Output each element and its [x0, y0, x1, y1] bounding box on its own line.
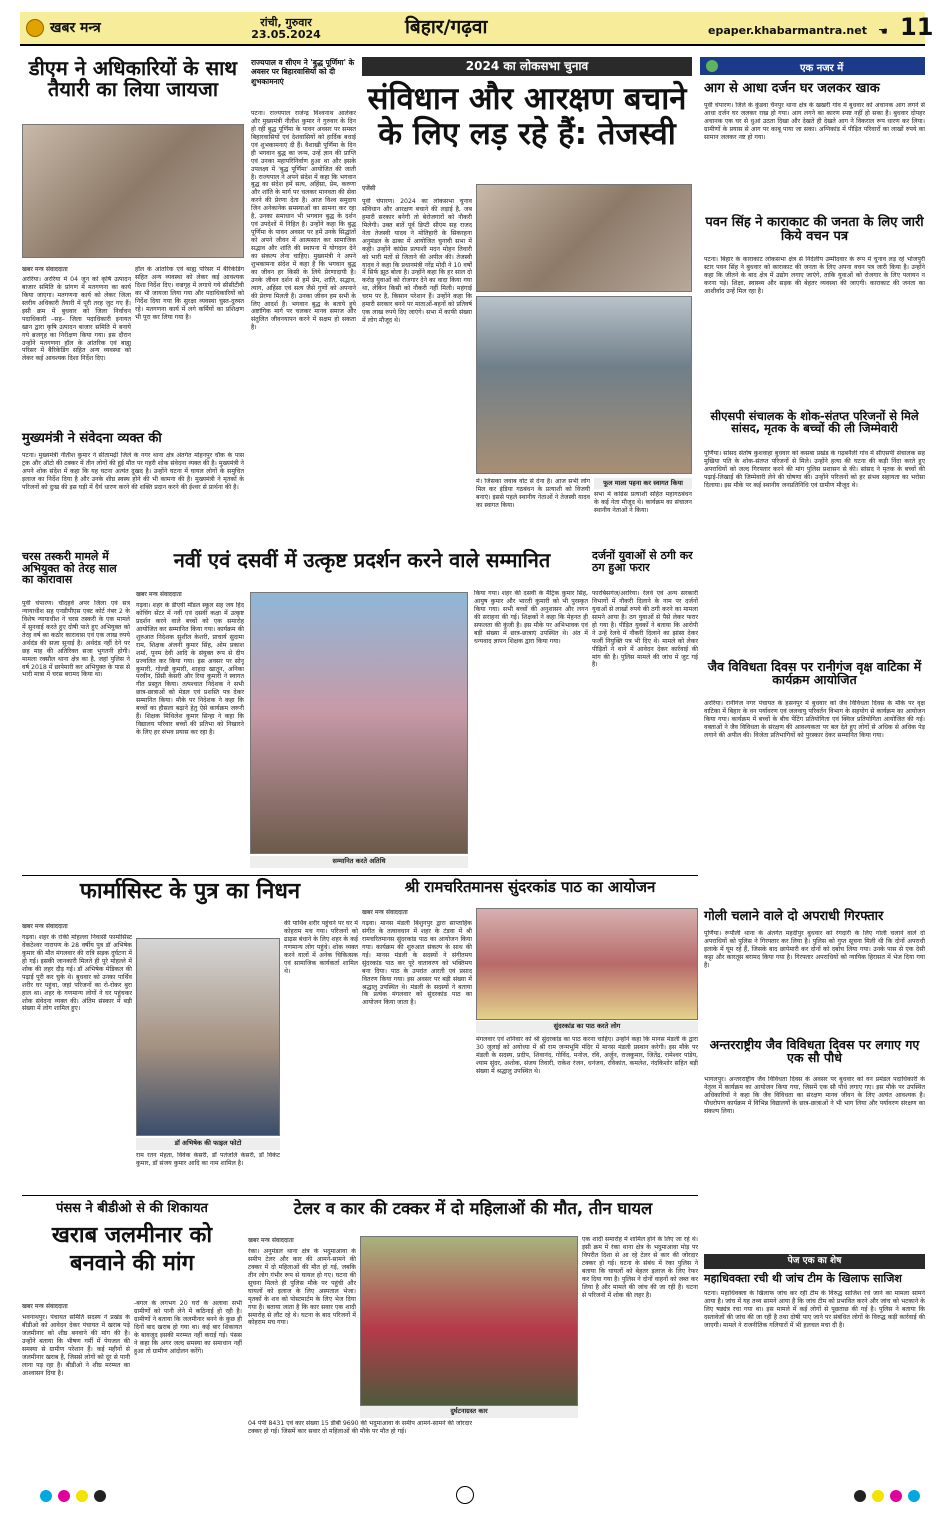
reg-dot-black-2 — [854, 1490, 866, 1502]
art18-body-cont: 04 पंपी 8431 एवं कार संख्या 15 डीबी 9690 की भदुमाआवा के समीप आमने-सामने की जोरदार टक्कर हो गई। जिसमें कार सवार दो महिलाओं की मौके पर मौत हो गई। — [248, 1420, 472, 1435]
reg-dot-cyan — [40, 1490, 52, 1502]
lead-photo-top — [476, 184, 692, 292]
lead-body-cont2: सभा में कांग्रेस प्रत्याशी सहित महागठबंधन के कई नेता मौजूद थे। कार्यक्रम का संचालन स्थानीय नेताओं ने किया। — [594, 491, 692, 514]
art1-headline: डीएम ने अधिकारियों के साथ तैयारी का लिया जायजा — [28, 56, 238, 101]
art8-headline: चरस तस्करी मामले में अभियुक्त को तेरह साल का कारावास — [22, 550, 117, 587]
reg-dot-yellow-2 — [872, 1490, 884, 1502]
art11-body: अररिया। रानीगंज नगर पंचायत के हसनपुर में बुधवार को जैव विविधता दिवस के मौके पर वृक्ष वाटिका में बिहार के वन पर्यावरण एवं जलवायु परिवर्तन विभाग के सहयोग से कार्यक्रम का आयोजन किया गया। कार्यक्रम में बच्चों के बीच पेंटिंग प्रतियोगिता एवं क्विज प्रतियोगिता आयोजित की गई। वक्ताओं ने जैव विविधता के संरक्षण की आवश्यकता पर बल देते हुए लोगों से अधिक से अधिक पेड़ लगाने की अपील की। विजेता प्रतिभागियों को पुरस्कार देकर सम्मानित किया गया। — [704, 700, 925, 739]
art1-byline: खबर मन्त्र संवाददाता — [22, 266, 68, 273]
page-number: 11 — [900, 13, 934, 41]
art15-body-cont2: राम रतन मेहता, विवेक केसरी, डॉ पतंजलि केसरी, डॉ विकेट कुमार, डॉ संजय कुमार आदि का नाम शामिल है। — [136, 1152, 280, 1167]
art5-label: एक नजर में — [800, 63, 844, 74]
art13-headline: अन्तरराष्ट्रीय जैव विविधता दिवस पर लगाए गए एक सौ पौधे — [709, 1037, 920, 1066]
art1-body-cont: हॉल के आंतरिक एवं बाह्य परिसर में बैरिकेडिंग सहित अन्य व्यवस्था को लेकर कई आवश्यक दिशा निर्देश दिए। वज्रगृह में लगाये गये सीसीटीवी का भी जायजा लिया गया और पदाधिकारियों को निर्देश दिया गया कि सुरक्षा व्यवस्था चुस्त-दुरुस्त रहे। मतगणना कार्य में लगे कर्मियों का प्रशिक्षण भी पूरा कर लिया गया है। — [135, 266, 244, 321]
art9-photo — [250, 592, 468, 854]
reg-dot-black — [94, 1490, 106, 1502]
reg-dot-yellow — [76, 1490, 88, 1502]
art18-photo — [360, 1236, 578, 1406]
art10-body: फारबिसगंज/अररिया। रेलवे एवं अन्य सरकारी विभागों में नौकरी दिलाने के नाम पर दर्जनों युवाओं से लाखों रुपये की ठगी करने का मामला सामने आया है। ठग युवाओं से पैसे लेकर फरार हो गया है। पीड़ित युवकों ने बताया कि आरोपी ने उन्हें रेलवे में नौकरी दिलाने का झांसा देकर फर्जी नियुक्ति पत्र भी दिए थे। मामले को लेकर पीड़ितों ने थाने में आवेदन देकर कार्रवाई की मांग की है। पुलिस मामले की जांच में जुट गई है। — [592, 590, 698, 669]
art6-body: पटना। बिहार के काराकाट लोकसभा क्षेत्र से निर्दलीय उम्मीदवार के रूप में चुनाव लड़ रहे भोजपुरी स्टार पवन सिंह ने बुधवार को काराकाट की जनता के लिए अपना वचन पत्र जारी किया है। उन्होंने कहा कि जीतने के बाद क्षेत्र में उद्योग लगाए जाएंगे, ताकि युवाओं को रोजगार के लिए पलायन न करना पड़े। शिक्षा, स्वास्थ्य और सड़क की बेहतर व्यवस्था की जाएगी। काराकाट की जनता का आशीर्वाद उन्हें मिल रहा है। — [704, 256, 925, 295]
art15-body: गढ़वा। शहर के रांकी मोहल्ला निवासी फार्मासिस्ट वेंकटेश्वर नारायण के 28 वर्षीय पुत्र डॉ अभिषेक कुमार की मौत मंगलवार की रात्रि सड़क दुर्घटना में हो गई। इसकी जानकारी मिलते ही पूरे मोहल्ले में शोक की लहर दौड़ गई। डॉ अभिषेक मेडिकल की पढ़ाई पूरी कर चुके थे। बुधवार को उनका पार्थिव शरीर घर पहुंचा, जहां परिजनों का रो-रोकर बुरा हाल था। शहर के गणमान्य लोगों ने घर पहुंचकर शोक संवेदना व्यक्त की। अंतिम संस्कार में बड़ी संख्या में लोग शामिल हुए। — [22, 934, 132, 1013]
art16-byline: खबर मन्त्र संवाददाता — [362, 909, 408, 916]
art1-photo — [22, 124, 244, 258]
art16-photo — [476, 908, 698, 1020]
art7-headline: सीएसपी संचालक के शोक-संतप्त परिजनों से मिले सांसद, मृतक के बच्चों की ली जिम्मेवारी — [710, 409, 919, 436]
reg-dot-cyan-2 — [908, 1490, 920, 1502]
art2-body: पटना। मुख्यमंत्री नीतीश कुमार ने सीतामढ़ी जिले के नगर थाना क्षेत्र अंतर्गत मोहनपुर चौक के पास ट्रक और ऑटो की टक्कर में तीन लोगों की हुई मौत पर गहरी शोक संवेदना व्यक्त की है। मुख्यमंत्री ने अपने शोक संदेश में कहा कि यह घटना अत्यंत दुखद है। उन्होंने घटना में घायल लोगों के समुचित इलाज का निर्देश दिया है और उनके शीघ्र स्वस्थ होने की भी कामना की है। मुख्यमंत्री ने मृतकों के परिजनों को दुःख की इस घड़ी में धैर्य धारण करने की शक्ति प्रदान करने की ईश्वर से प्रार्थना की है। — [22, 452, 244, 491]
city-day: रांची, गुरुवार — [260, 16, 312, 29]
art16-caption: सुंदरकांड का पाठ करते लोग — [476, 1021, 698, 1033]
art11-headline: जैव विविधता दिवस पर रानीगंज वृक्ष वाटिका में कार्यक्रम आयोजित — [707, 659, 922, 688]
art16-body-cont: मंगलवार एवं शनिवार को श्री सुंदरकांड का पाठ करना चाहिए। उन्होंने कहा कि मानस मंडली के द्वारा 30 जुलाई को अयोध्या में श्री राम जन्मभूमि मंदिर में मानस मंडली प्रस्थान करेगी। इस मौके पर मंडली के सदस्य, प्रदीप, शिवानंद, गोविंद, मनोज, रवि, अर्जुन, राजकुमार, जितेंद्र, रामेश्वर पांडेय, श्याम सुंदर, अशोक, संजय तिवारी, राकेश रंजन, धनंजय, रविकांत, कमलेश, नंदकिशोर सहित बड़ी संख्या में श्रद्धालु उपस्थित थे। — [476, 1036, 698, 1075]
art15-byline: खबर मन्त्र संवाददाता — [22, 923, 68, 930]
art1-body: अररिया। अररिया में 04 जून को कृषि उत्पादन बाजार समिति के प्रांगण में मतगणना का कार्य किया जाएगा। मतगणना कार्य को लेकर जिला स्तरीय अधिकारी तैयारी में पूरी तरह जुट गए हैं। इसी क्रम में बुधवार को जिला निर्वाचन पदाधिकारी –सह– जिला पदाधिकारी इनायत खान द्वारा कृषि उत्पादन बाजार समिति में बनाये गये ब्रजगृह का निरीक्षण किया गया। इस दौरान उन्होंने मतगणना हॉल के आंतरिक एवं बाह्य परिसर में बैरिकेडिंग सहित अन्य व्यवस्था को लेकर कई आवश्यक दिशा निर्देश दिए। — [22, 276, 131, 363]
globe-icon — [706, 60, 718, 72]
masthead-date-block — [246, 17, 326, 41]
art13-body: भागलपुर। अन्तरराष्ट्रीय जैव विविधता दिवस के अवसर पर बुधवार को वन प्रमंडल पदाधिकारी के नेतृत्व में कार्यक्रम का आयोजन किया गया, जिसमें एक सौ पौधे लगाए गए। इस मौके पर उपस्थित अधिकारियों ने कहा कि जैव विविधता का संरक्षण मानव जीवन के लिए अत्यंत आवश्यक है। पौधरोपण कार्यक्रम में विभिन्न विद्यालयों के छात्र-छात्राओं ने भी भाग लिया और पर्यावरण संरक्षण का संकल्प लिया। — [704, 1076, 925, 1115]
reg-dot-magenta — [58, 1490, 70, 1502]
art17-byline: खबर मन्त्र संवाददाता — [22, 1303, 68, 1310]
art14-body: पटना। महाधिवक्ता के खिलाफ जांच कर रही टीम के विरुद्ध साजिश रचे जाने का मामला सामने आया है। जांच में यह तथ्य सामने आया है कि जांच टीम को प्रभावित करने और जांच को भटकाने के लिए षड्यंत्र रचा गया था। इस मामले में कई लोगों से पूछताछ की गई है। पुलिस ने बताया कि दस्तावेजों की जांच की जा रही है तथा दोषी पाए जाने पर संबंधित लोगों के विरुद्ध कड़ी कार्रवाई की जाएगी। मामले ने राजनीतिक गलियारों में भी हलचल मचा दी है। — [704, 1290, 925, 1329]
art17-headline-main: खराब जलमीनार को बनवाने की मांग — [51, 1223, 213, 1276]
art16-headline: श्री रामचरितमानस सुंदरकांड पाठ का आयोजन — [404, 878, 656, 896]
masthead — [20, 12, 934, 46]
art18-body: रंका। अनुमंडल थाना क्षेत्र के भदुमाआवा के समीप टेलर और कार की आमने-सामने की टक्कर में दो महिलाओं की मौत हो गई, जबकि तीन लोग गंभीर रूप से घायल हो गए। घटना की सूचना मिलते ही पुलिस मौके पर पहुंची और घायलों को इलाज के लिए अस्पताल भेजा। मृतकों के शव को पोस्टमार्टम के लिए भेज दिया गया है। बताया जाता है कि कार सवार एक शादी समारोह से लौट रहे थे। घटना के बाद परिजनों में कोहराम मच गया। — [248, 1248, 356, 1327]
art14-label: पेज एक का शेष — [704, 1254, 925, 1269]
lead-body-cont: में। जिसका जवाब वोट से देना है। आज सभी लोग मिल कर इंडिया गठबंधन के प्रत्याशी को विजयी बनाएं। इससे पहले स्थानीय नेताओं ने तेजस्वी यादव का स्वागत किया। — [476, 478, 590, 509]
art7-body: पूर्णिया। सांसद संतोष कुशवाहा बुधवार को कसबा प्रखंड के गढ़बनैली गांव में सीएसपी संचालक सह मुखिया पति के शोक-संतप्त परिजनों से मिले। उन्होंने हत्या की घटना की कड़ी निंदा करते हुए अपराधियों को जल्द गिरफ्तार करने की मांग पुलिस प्रशासन से की। सांसद ने मृतक के बच्चों की पढ़ाई-लिखाई की जिम्मेवारी लेने की घोषणा की। उन्होंने परिजनों को हर संभव सहायता का भरोसा दिलाया। इस मौके पर कई स्थानीय जनप्रतिनिधि एवं ग्रामीण मौजूद थे। — [704, 450, 925, 489]
art15-body-cont: की पार्थिव शरीर पहुंचने पर घर में कोहराम मच गया। परिजनों को ढाढ़स बंधाने के लिए शहर के कई गणमान्य लोग पहुंचे। शोक व्यक्त करने वालों में अनेक चिकित्सक एवं सामाजिक कार्यकर्ता शामिल थे। — [284, 920, 358, 975]
art5-label-bar — [700, 57, 925, 75]
reg-dot-magenta-2 — [890, 1490, 902, 1502]
art18-body-cont2: एक शादी समारोह में शामिल होने के लिए जा रहे थे। इसी क्रम में रंका थाना क्षेत्र के भदुमाआवा मोड़ पर विपरीत दिशा से आ रहे टेलर से कार की जोरदार टक्कर हो गई। घटना के संबंध में रंका पुलिस ने बताया कि घायलों को बेहतर इलाज के लिए रेफर कर दिया गया है। पुलिस ने दोनों वाहनों को जब्त कर लिया है और मामले की जांच की जा रही है। घटना से परिजनों में शोक की लहर है। — [582, 1236, 698, 1299]
art18-byline: खबर मन्त्र संवाददाता — [248, 1237, 294, 1244]
art5-headline: आग से आधा दर्जन घर जलकर खाक — [704, 81, 880, 96]
art12-body: पूर्णिया। रूपौली थाना के अंतर्गत महदीपुर बुधवार को रंगदारी के लिए गोली चलाने वाले दो अपराधियों को पुलिस ने गिरफ्तार कर लिया है। पुलिस को गुप्त सूचना मिली थी कि दोनों अपराधी इलाके में घूम रहे हैं, जिसके बाद छापेमारी कर दोनों को दबोच लिया गया। उनके पास से एक देसी कट्टा और कारतूस बरामद किया गया है। गिरफ्तार अपराधियों को न्यायिक हिरासत में भेज दिया गया है। — [704, 930, 925, 969]
art2-headline: मुख्यमंत्री ने संवेदना व्यक्त की — [22, 431, 162, 446]
section-title: बिहार/गढ़वा — [405, 16, 488, 38]
art3-headline: राज्यपाल व सीएम ने 'बुद्ध पूर्णिमा' के अवसर पर बिहारवासियों को दी शुभकामनाएं — [251, 58, 355, 86]
section-divider — [22, 875, 698, 876]
art14-headline: महाधिवक्ता रची थी जांच टीम के खिलाफ साजिश — [704, 1272, 902, 1285]
brand-name: खबर मन्त्र — [50, 20, 101, 36]
art12-headline: गोली चलाने वाले दो अपराधी गिरफ्तार — [704, 909, 884, 924]
art17-body-cont: -बगल के लगभग 20 घरों के अलावा सभी ग्रामीणों को पानी लेने में कठिनाई हो रही है। ग्रामीणों ने बताया कि जलमीनार बनने के कुछ ही दिनों बाद खराब हो गया था। कई बार शिकायत के बावजूद इसकी मरम्मत नहीं कराई गई। पंसस ने कहा कि अगर जल्द समस्या का समाधान नहीं हुआ तो ग्रामीण आंदोलन करेंगे। — [134, 1300, 242, 1355]
art9-body: गढ़वा। शहर के डीएवी मॉडल स्कूल सह जय हिंद कोचिंग सेंटर में नवीं एवं दसवीं कक्षा में उत्कृष्ट प्रदर्शन करने वाले बच्चों को एक समारोह आयोजित कर सम्मानित किया गया। कार्यक्रम की शुरुआत निदेशक सुशील केशरी, प्राचार्य सुदामा राम, शिक्षक अंजनी कुमार सिंह, ओम प्रकाश शर्मा, पूनम देवी आदि के संयुक्त रूप से दीप प्रज्वलित कर किया गया। इस अवसर पर सोनू कुमारी, गोल्डी कुमारी, शाहदा खातून, अनिका परवीन, प्रिंसी केसरी और रिया कुमारी ने स्वागत गीत प्रस्तुत किया। तत्पश्चात निदेशक ने सभी छात्र-छात्राओं को मेडल एवं प्रशस्ति पत्र देकर सम्मानित किया। मौके पर निदेशक ने कहा कि बच्चों का हौसला बढ़ाने हेतु ऐसे कार्यक्रम जरूरी हैं। शिक्षक मिथिलेश कुमार सिन्हा ने कहा कि विद्यालय परिवार बच्चों की प्रतिभा को निखारने के लिए हर संभव प्रयास कर रहा है। — [136, 602, 244, 736]
art15-headline: फार्मासिस्ट के पुत्र का निधन — [79, 879, 301, 904]
lead-photo-crowd — [476, 296, 692, 474]
lead-headline: संविधान और आरक्षण बचाने के लिए लड़ रहे हैं: तेजस्वी — [367, 81, 687, 152]
cursor-icon: ☚ — [878, 25, 888, 38]
art9-caption: सम्मानित करते अतिथि — [250, 856, 468, 868]
art10-headline: दर्जनों युवाओं से ठगी कर ठग हुआ फरार — [592, 549, 693, 574]
art5-body: पूर्वी चंपारण। जिले के कुंडवा चैनपुर थाना क्षेत्र के खखरी गांव में बुधवार को अचानक आग लगने से आधा दर्जन घर जलकर राख हो गया। आग लगने का कारण स्पष्ट नहीं हो सका है। बुधवार दोपहर अचानक एक घर से धुआं उठता दिखा और देखते ही देखते आग ने विकराल रूप धारण कर लिया। ग्रामीणों के प्रयास से आग पर काबू पाया जा सका। अग्निकांड में पीड़ित परिवारों का लाखों रुपये का सामान जलकर नष्ट हो गया। — [704, 102, 925, 141]
brand-logo-icon — [26, 19, 44, 37]
art15-caption: डॉ अभिषेक की फाइल फोटो — [136, 1138, 280, 1150]
issue-date: 23.05.2024 — [251, 28, 321, 42]
art17-body: भवनाथपुर। पंचायत समिति सदस्य ने प्रखंड के बीडीओ को आवेदन देकर पंचायत में खराब पड़े जलमीनार को शीघ्र बनवाने की मांग की है। उन्होंने बताया कि भीषण गर्मी में पेयजल की समस्या से ग्रामीण परेशान हैं। कई महीनों से जलमीनार खराब है, जिससे लोगों को दूर से पानी लाना पड़ रहा है। बीडीओ ने शीघ्र मरम्मत का आश्वासन दिया है। — [22, 1314, 130, 1377]
section-divider-2 — [22, 1195, 698, 1196]
art15-photo — [136, 938, 280, 1136]
footer-color-marks-right — [740, 1490, 920, 1502]
art3-body: पटना। राज्यपाल राजेन्द्र विश्वनाथ आर्लेकर और मुख्यमंत्री नीतीश कुमार ने गुरुवार के दिन हो रही बुद्ध पूर्णिमा के पावन अवसर पर समस्त बिहारवासियों एवं देशवासियों को हार्दिक बधाई एवं शुभकामनाएं दी हैं। वैशाखी पूर्णिमा के दिन ही भगवान बुद्ध का जन्म, उन्हें ज्ञान की प्राप्ति एवं उनका महापरिनिर्वाण हुआ था और इसके उपलक्ष्य में 'बुद्ध पूर्णिमा' आयोजित की जाती है। राज्यपाल ने अपने संदेश में कहा कि भगवान बुद्ध का संदेश हमें सत्य, अहिंसा, प्रेम, करुणा और शांति के मार्ग पर चलकर मानवता की सेवा करने की प्रेरणा देता है। आज विश्व समुदाय जिन अनेकानेक समस्याओं का सामना कर रहा है, उनका समाधान भी भगवान बुद्ध के दर्शन एवं उपदेशों में निहित है। उन्होंने कहा कि बुद्ध पूर्णिमा के पावन अवसर पर हमें उनके सिद्धांतों को अपने जीवन में आत्मसात कर सामाजिक सद्भाव और शांति की स्थापना में योगदान देने का संकल्प लेना चाहिए। मुख्यमंत्री ने अपने शुभकामना संदेश में कहा है कि भगवान बुद्ध का जीवन हर किसी के लिये प्रेरणादायी है। उनके जीवन दर्शन से हमें प्रेम, शांति, सद्भाव, त्याग, अहिंसा एवं सत्य जैसे गुणों को अपनाने की प्रेरणा मिलती है। उनका जीवन हम सभी के लिए आदर्श है। भगवान बुद्ध के बताये हुये अष्टांगिक मार्ग पर चलकर मानव समाज और संतुलित जीवनयापन करने में सक्षम हो सकता है। — [251, 110, 356, 332]
lead-body: पूर्वी चंपारण। 2024 का लोकसभा चुनाव संविधान और आरक्षण बचाने की लड़ाई है, जब हमारी सरकार बनेगी तो बेरोजगारों को नौकरी मिलेगी। उक्त बातें पूर्व डिप्टी सीएम सह राजद नेता तेजस्वी यादव ने मोतिहारी के सिकरहना अनुमंडल के ढाका में आयोजित चुनावी सभा में कही। उन्होंने कांग्रेस प्रत्याशी मदन मोहन तिवारी को भारी मतों से जिताने की अपील की। तेजस्वी यादव ने कहा कि प्रधानमंत्री नरेंद्र मोदी ने 10 वर्षों में सिर्फ झूठ बोला है। उन्होंने कहा कि हर साल दो करोड़ युवाओं को रोजगार देने का वादा किया गया था, लेकिन किसी को नौकरी नहीं मिली। महंगाई चरम पर है, किसान परेशान हैं। उन्होंने कहा कि हमारी सरकार बनने पर माताओं-बहनों को प्रतिवर्ष एक लाख रुपये दिए जाएंगे। सभा में काफी संख्या में लोग मौजूद थे। — [362, 198, 472, 325]
lead-tag: एजेंसी — [362, 185, 376, 192]
art16-body: गढ़वा। मानस मंडली बिशुनपुर द्वारा साप्ताहिक संगीत के तत्वावधान में शहर के टंडवा में श्री रामचरितमानस सुंदरकांड पाठ का आयोजन किया गया। कार्यक्रम की शुरुआत संकल्प के साथ की गई। मानस मंडली के सदस्यों ने संगीतमय सुंदरकांड पाठ कर पूरे वातावरण को भक्तिमय बना दिया। पाठ के उपरांत आरती एवं प्रसाद वितरण किया गया। इस अवसर पर बड़ी संख्या में श्रद्धालु उपस्थित थे। मंडली के सदस्यों ने बताया कि प्रत्येक मंगलवार को सुंदरकांड पाठ का आयोजन किया जाता है। — [362, 920, 472, 1007]
art9-body-cont: किया गया। शहर की दसवीं के मैट्रिक कुमार सिंह, आयुष कुमार और भारती कुमारी को भी पुरस्कृत किया गया। सभी बच्चों की अनुशासन और लगन की सराहना की गई। शिक्षकों ने कहा कि मेहनत ही सफलता की कुंजी है। इस मौके पर अभिभावक एवं बड़ी संख्या में छात्र-छात्राएं उपस्थित थे। अंत में धन्यवाद ज्ञापन शिक्षक द्वारा किया गया। — [474, 590, 588, 645]
art9-byline: खबर मन्त्र संवाददाता — [136, 591, 182, 598]
lead-caption: फूल माला पहना कर स्वागत किया — [594, 478, 692, 489]
lead-kicker: 2024 का लोकसभा चुनाव — [362, 57, 692, 76]
epaper-site[interactable]: epaper.khabarmantra.net — [708, 24, 867, 37]
registration-target-icon — [456, 1486, 474, 1504]
art9-headline: नवीं एवं दसवीं में उत्कृष्ट प्रदर्शन करने वाले सम्मानित — [173, 548, 551, 572]
footer-color-marks-left — [40, 1490, 220, 1502]
art8-body: पूर्वी चंपारण। चौदहवें अपर जिला एवं सत्र न्यायाधीश सह एनडीपीएस एक्ट कोर्ट नंबर 2 के विशेष न्यायाधीश ने चरस तस्करी के एक मामले में सुनवाई करते हुए दोषी पाते हुए अभियुक्त को तेरह वर्ष का कठोर कारावास एवं एक लाख रुपये अर्थदंड की सजा सुनाई है। अर्थदंड नहीं देने पर छह माह की अतिरिक्त सजा भुगतनी होगी। मामला रक्सौल थाना क्षेत्र का है, जहां पुलिस ने वर्ष 2018 में छापेमारी कर अभियुक्त के पास से भारी मात्रा में चरस बरामद किया था। — [22, 600, 130, 679]
art18-headline: टेलर व कार की टक्कर में दो महिलाओं की मौत, तीन घायल — [293, 1199, 653, 1218]
art6-headline: पवन सिंह ने काराकाट की जनता के लिए जारी किये वचन पत्र — [705, 215, 924, 244]
art18-caption: दुर्घटनाग्रस्त कार — [360, 1406, 578, 1418]
art17-headline-top: पंसस ने बीडीओ से की शिकायत — [56, 1201, 208, 1216]
